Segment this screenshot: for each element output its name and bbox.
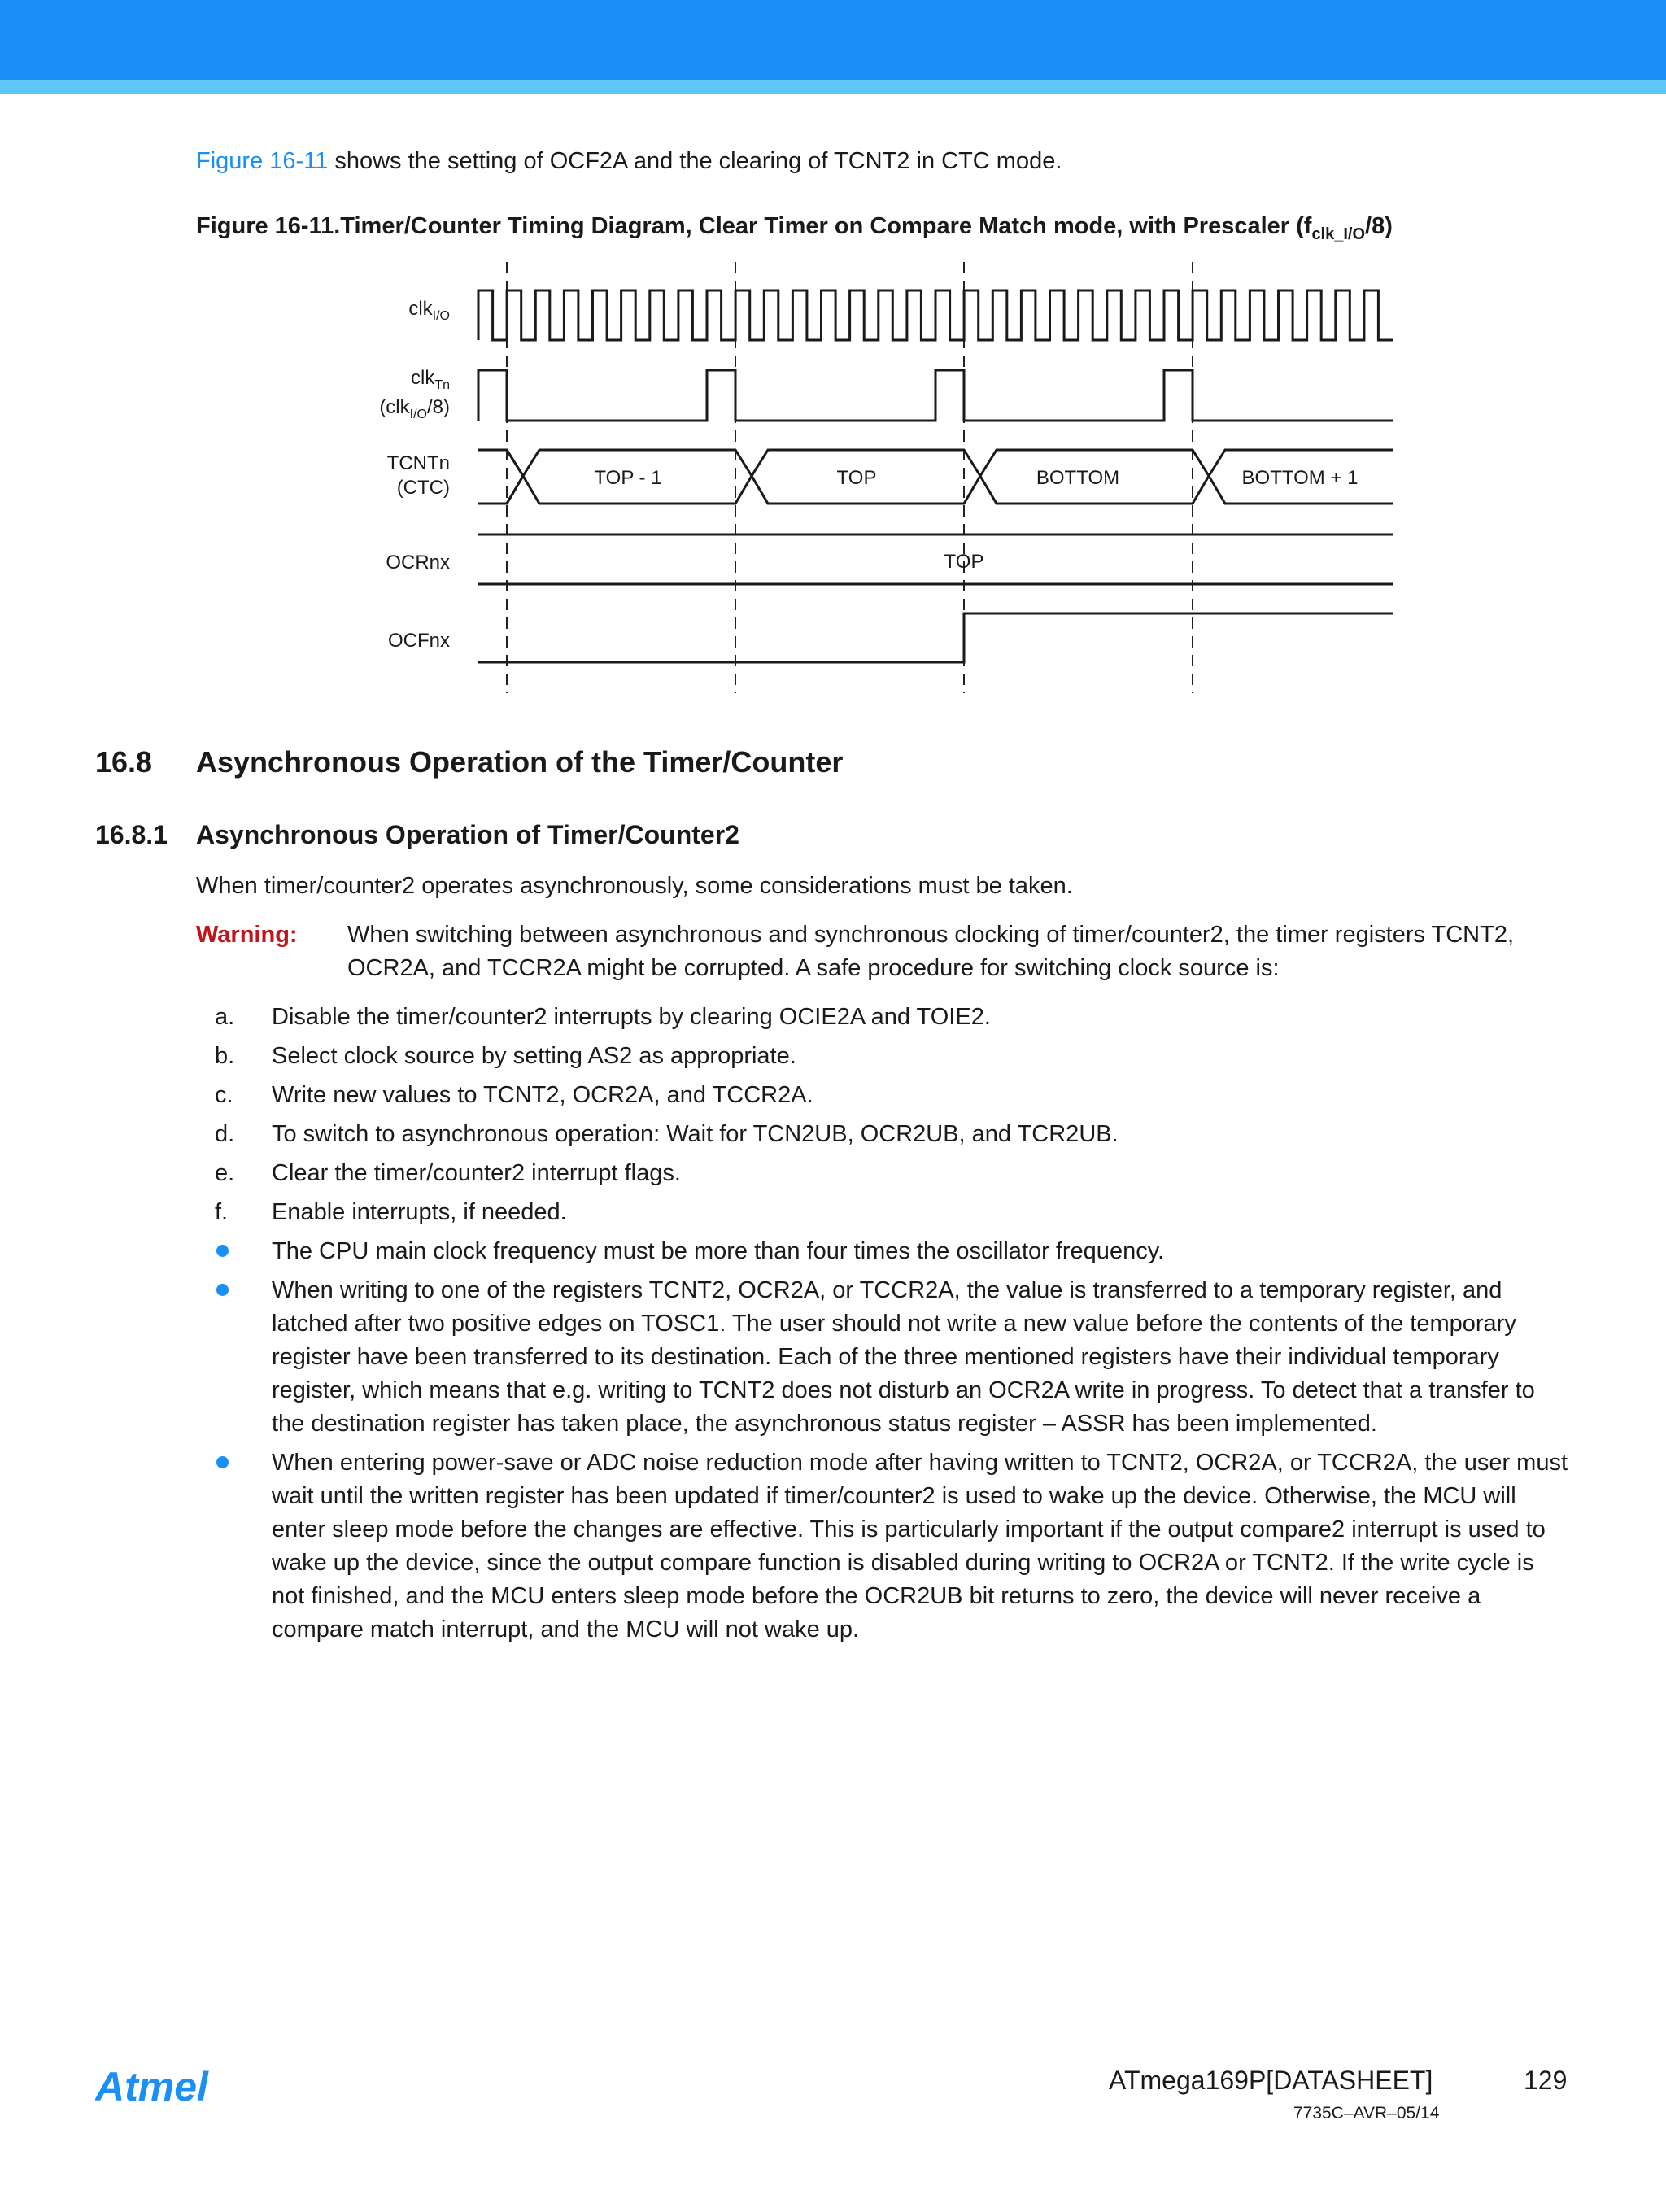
atmel-logo xyxy=(95,2068,250,2109)
footer-doc-code: 7735C–AVR–05/14 xyxy=(1293,2104,1440,2123)
procedure-list xyxy=(0,1001,1666,1652)
tcnt-value: BOTTOM + 1 xyxy=(1241,467,1359,489)
section-heading: 16.8 Asynchronous Operation of the Timer/Counter xyxy=(95,745,844,779)
header-strip xyxy=(0,80,1666,94)
footer-page-number: 129 xyxy=(1524,2066,1568,2095)
list-item: b. Select clock source by setting AS2 as appropriate. xyxy=(215,1043,796,1069)
clktn-label: clk$_{Tn}$ xyxy=(410,367,450,392)
tcnt-value: BOTTOM xyxy=(1036,467,1120,489)
tcnt-label: TCNTn xyxy=(386,452,450,474)
timing-diagram xyxy=(0,244,1666,700)
list-item: c. Write new values to TCNT2, OCR2A, and TCCR2A. xyxy=(215,1082,813,1108)
bullet-item: When entering power-save or ADC noise reduction mode after having written to TCNT2, OCR2A, or TCCR2A, the user must wait until the written register has been updated if timer/counter2 is used to wake up the device. Otherwise, the MCU will enter sleep mode before the changes are effective. This is particularly important if the output compare2 interrupt is used to wake up the device, since the output compare function is disabled during writing to OCR2A or TCNT2. If the write cycle is not finished, and the MCU enters sleep mode before the OCR2UB bit returns to zero, the device will never receive a compare match interrupt, and the MCU will not wake up. xyxy=(272,1446,1573,1647)
warning-text: When switching between asynchronous and synchronous clocking of timer/counter2, the timer registers TCNT2, OCR2A, and TCCR2A might be corrupted. A safe procedure for switching clock source is: xyxy=(347,922,1515,981)
bullet-item: The CPU main clock frequency must be more than four times the oscillator frequency. xyxy=(272,1235,1573,1268)
svg-text:Atmel: Atmel xyxy=(95,2068,208,2109)
list-item: e. Clear the timer/counter2 interrupt flags. xyxy=(215,1160,681,1186)
bullet-icon xyxy=(216,1456,229,1468)
clktn-prescaler-label: (clk$_{I/O}$/8) xyxy=(379,396,450,421)
clkio-waveform xyxy=(478,290,1393,340)
list-item: f. Enable interrupts, if needed. xyxy=(215,1199,567,1225)
bullet-icon xyxy=(216,1245,229,1257)
figure-caption: Figure 16-11.Timer/Counter Timing Diagram, Clear Timer on Compare Match mode, with Prescaler $(f_{clk\_I/O}/8)$ xyxy=(196,213,1393,243)
bullet-item: When writing to one of the registers TCNT2, OCR2A, or TCCR2A, the value is transferred to a temporary register, and latched after two positive edges on TOSC1. The user should not write a new value before the contents of the temporary register have been transferred to its destination. Each of the three mentioned registers have their individual temporary register, which means that e.g. writing to TCNT2 does not disturb an OCR2A write in progress. To detect that a transfer to the destination register has taken place, the asynchronous status register – ASSR has been implemented. xyxy=(272,1274,1573,1441)
tcnt-value: TOP xyxy=(836,467,877,489)
clktn-waveform xyxy=(478,370,1393,421)
clkio-label: clk$_{I/O}$ xyxy=(408,298,450,323)
tcnt-value: TOP - 1 xyxy=(594,467,662,489)
header-banner xyxy=(0,0,1666,80)
body-paragraph: When timer/counter2 operates asynchronously, some considerations must be taken. xyxy=(196,873,1073,899)
ocf-label: OCFnx xyxy=(387,630,450,652)
intro-text: shows the setting of OCF2A and the clearing of TCNT2 in CTC mode. xyxy=(328,148,1062,174)
figure-link[interactable]: Figure 16-11 xyxy=(196,148,329,174)
footer-doc-title: ATmega169P[DATASHEET] xyxy=(1109,2066,1433,2095)
ocf-waveform xyxy=(478,613,1393,662)
list-item: a. Disable the timer/counter2 interrupts by clearing OCIE2A and TOIE2. xyxy=(215,1004,991,1030)
ocr-value: TOP xyxy=(944,551,984,573)
tcnt-mode-label: (CTC) xyxy=(396,477,450,499)
ocr-label: OCRnx xyxy=(386,552,450,574)
intro-paragraph xyxy=(196,148,1062,175)
subsection-heading: 16.8.1 Asynchronous Operation of Timer/Counter2 xyxy=(95,820,739,849)
warning-label: Warning: xyxy=(196,922,298,948)
warning-note xyxy=(196,918,1579,985)
list-item: d. To switch to asynchronous operation: Wait for TCN2UB, OCR2UB, and TCR2UB. xyxy=(215,1121,1119,1147)
bullet-icon xyxy=(216,1284,229,1296)
ocr-bus xyxy=(478,534,1393,584)
